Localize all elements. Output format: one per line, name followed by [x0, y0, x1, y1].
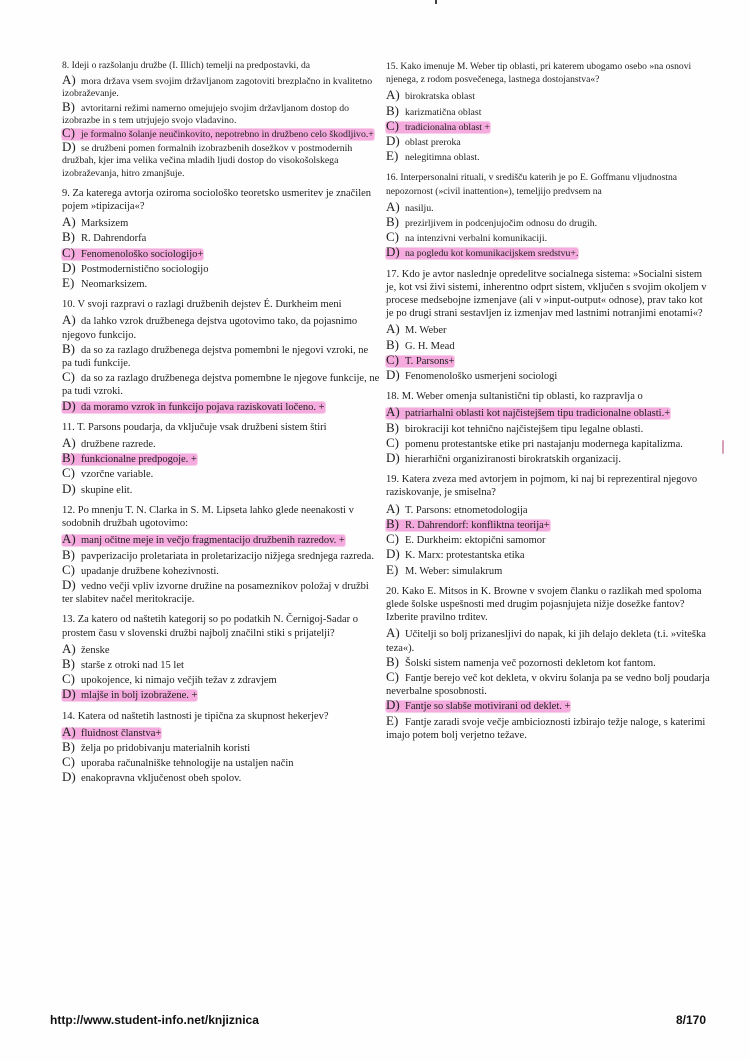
question-q18 — [386, 390, 712, 466]
answer-option — [386, 134, 712, 149]
answer-option — [386, 230, 712, 245]
option-text: družbene razrede. — [81, 439, 156, 451]
option-text: T. Parsons: etnometodologija — [405, 504, 528, 516]
question-q17 — [386, 268, 712, 384]
answer-content — [62, 655, 184, 671]
right-column — [386, 60, 712, 749]
question-q15 — [386, 60, 712, 164]
option-letter: B) — [62, 655, 75, 671]
answer-option — [62, 342, 380, 370]
highlighted-answer — [62, 397, 325, 413]
option-text: pavperizacijo proletariata in proletarizacijo nižjega srednjega razreda. — [81, 550, 374, 562]
answer-option — [386, 200, 712, 215]
question-q10 — [62, 298, 380, 414]
option-text: K. Marx: protestantska etika — [405, 550, 525, 562]
option-text: starše z otroki nad 15 let — [81, 659, 184, 671]
option-letter: B) — [386, 336, 399, 352]
option-letter: A) — [386, 625, 400, 641]
option-text: nelegitimna oblast. — [405, 152, 480, 164]
answer-option — [62, 141, 380, 180]
option-text: Marksizem — [81, 218, 129, 230]
answer-option — [386, 353, 712, 368]
option-text: upokojence, ki nimajo večjih težav z zdravjem — [81, 675, 277, 687]
answer-option — [386, 517, 712, 532]
answer-content — [62, 754, 294, 770]
option-text: tradicionalna oblast + — [405, 121, 490, 133]
option-letter: A) — [62, 72, 76, 88]
option-letter: E) — [386, 712, 399, 728]
page-number: 8/170 — [675, 1013, 706, 1027]
footer-url: http://www.student-info.net/knjiznica — [50, 1013, 259, 1027]
answer-option — [386, 421, 712, 436]
answer-option — [62, 370, 380, 398]
option-letter: B) — [386, 515, 399, 531]
answer-content — [62, 465, 154, 481]
answer-content — [386, 133, 461, 149]
answer-option — [386, 368, 712, 383]
answer-option — [62, 578, 380, 606]
option-letter: B) — [386, 419, 399, 435]
option-letter: D) — [386, 244, 400, 260]
option-letter: B) — [62, 450, 75, 466]
highlighted-answer — [386, 404, 671, 420]
question-q12 — [62, 504, 380, 606]
highlighted-answer — [62, 723, 162, 739]
option-text: birokratska oblast — [405, 91, 475, 103]
answer-content — [386, 500, 528, 516]
option-text: se družbeni pomen formalnih izobrazbenih dosežkov v postmodernih družbah, kjer ima velika večina mladih ljudi dostop do visokošolskega izobraževanja, hitro zmanjšuje. — [62, 143, 353, 179]
option-letter: D) — [62, 480, 76, 496]
answer-option — [62, 532, 380, 547]
option-text: Šolski sistem namenja več pozornosti dekletom kot fantom. — [405, 657, 656, 669]
option-text: je formalno šolanje neučinkovito, nepotrebno in družbeno celo škodljivo.+ — [81, 129, 374, 141]
answer-option — [386, 532, 712, 547]
answer-option — [386, 119, 712, 134]
answer-option — [386, 245, 712, 260]
answer-option — [386, 451, 712, 466]
option-text: vzorčne variable. — [81, 469, 154, 481]
answer-content — [386, 198, 434, 214]
answer-content — [386, 419, 644, 435]
option-letter: B) — [386, 653, 399, 669]
highlighted-answer — [62, 531, 345, 547]
answer-option — [386, 670, 712, 698]
option-text: Fenomenološko sociologijo+ — [81, 248, 204, 260]
option-text: želja po pridobivanju materialnih koristi — [81, 742, 251, 754]
option-letter: B) — [386, 102, 399, 118]
highlighted-answer — [386, 697, 571, 713]
answer-content — [386, 367, 558, 383]
option-letter: A) — [62, 435, 76, 451]
option-text: na intenzivni verbalni komunikaciji. — [405, 233, 548, 245]
option-letter: D) — [386, 546, 400, 562]
answer-content — [62, 139, 353, 179]
answer-content — [386, 546, 525, 562]
answer-content — [386, 531, 546, 547]
option-letter: D) — [62, 259, 76, 275]
answer-option — [62, 313, 380, 341]
answer-content — [62, 259, 209, 275]
answer-option — [62, 657, 380, 672]
answer-content — [62, 214, 129, 230]
answer-option — [62, 230, 380, 245]
option-letter: C) — [386, 351, 399, 367]
option-letter: D) — [62, 397, 76, 413]
answer-option — [386, 104, 712, 119]
option-letter: B) — [62, 98, 75, 114]
option-letter: B) — [62, 340, 75, 356]
option-letter: A) — [62, 531, 76, 547]
option-text: da so za razlago družbenega dejstva pomembni le njegovi vzroki, ne pa tudi funkcije. — [62, 344, 369, 370]
question-text: 10. V svoji razpravi o razlagi družbenih dejstev É. Durkheim meni — [62, 299, 342, 311]
answer-option — [386, 655, 712, 670]
question-text: 14. Katera od naštetih lastnosti je tipična za skupnost hekerjev? — [62, 710, 329, 722]
option-text: T. Parsons+ — [405, 355, 455, 367]
answer-option — [386, 338, 712, 353]
option-letter: B) — [62, 229, 75, 245]
question-q9 — [62, 187, 380, 291]
option-letter: D) — [62, 576, 76, 592]
answer-option — [62, 276, 380, 291]
highlighted-answer — [386, 515, 550, 531]
answer-content — [62, 275, 148, 291]
option-text: Neomarksizem. — [81, 279, 148, 291]
answer-option — [62, 215, 380, 230]
answer-content — [62, 312, 358, 341]
answer-content — [62, 340, 369, 370]
option-letter: B) — [62, 546, 75, 562]
answer-option — [386, 436, 712, 451]
option-text: Fantje so slabše motivirani od deklet. + — [405, 701, 571, 713]
option-text: M. Weber: simulakrum — [405, 565, 503, 577]
answer-option — [62, 466, 380, 481]
scan-mark — [722, 440, 724, 454]
option-text: Fantje zaradi svoje večje ambicioznosti izbirajo težje naloge, s katerimi imajo potem bolj verjetno težave. — [386, 716, 706, 741]
option-text: pomenu protestantske etike pri nastajanju modernega kapitalizma. — [405, 438, 683, 450]
option-text: E. Durkheim: ektopični samomor — [405, 535, 546, 547]
answer-content — [386, 102, 482, 118]
question-q13 — [62, 613, 380, 702]
option-text: M. Weber — [405, 325, 447, 337]
option-letter: A) — [62, 723, 76, 739]
answer-content — [62, 671, 277, 687]
answer-content — [62, 769, 242, 785]
option-letter: A) — [386, 321, 400, 337]
option-text: na pogledu kot komunikacijskem sredstvu+. — [405, 248, 579, 260]
option-text: mlajše in bolj izobražene. + — [81, 690, 198, 702]
option-letter: D) — [386, 133, 400, 149]
option-letter: D) — [62, 769, 76, 785]
option-text: G. H. Mead — [405, 340, 455, 352]
answer-option — [62, 261, 380, 276]
answer-content — [62, 229, 147, 245]
highlighted-answer — [62, 244, 204, 260]
question-text: 19. Katera zveza med avtorjem in pojmom, ki naj bi reprezentiral njegovo raziskovanje, je smiselna? — [386, 474, 698, 499]
option-text: R. Dahrendorfa — [81, 233, 147, 245]
option-text: upadanje družbene kohezivnosti. — [81, 565, 219, 577]
option-letter: C) — [386, 531, 399, 547]
option-letter: C) — [386, 434, 399, 450]
option-text: avtoritarni režimi namerno omejujejo svojim državljanom dostop do izobrazbe in s tem utrjujejo svojo vladavino. — [62, 102, 349, 126]
left-column — [62, 60, 380, 793]
option-text: fluidnost članstva+ — [81, 727, 162, 739]
option-letter: C) — [386, 117, 399, 133]
highlighted-answer — [386, 117, 490, 133]
answer-content — [386, 434, 683, 450]
option-text: da so za razlago družbenega dejstva pomembne le njegove funkcije, ne pa tudi vzroki. — [62, 373, 380, 398]
option-letter: D) — [386, 450, 400, 466]
highlighted-answer — [386, 351, 455, 367]
option-letter: E) — [386, 148, 399, 164]
answer-option — [62, 770, 380, 785]
answer-option — [386, 322, 712, 337]
question-text: 11. T. Parsons poudarja, da vključuje vsak družbeni sistem štiri — [62, 421, 327, 433]
option-letter: C) — [62, 369, 75, 385]
question-text: 15. Kako imenuje M. Weber tip oblasti, pri katerem ubogamo osebo »na osnovi njenega, z rodom posvečenega, lastnega dostojanstva«? — [386, 61, 692, 86]
option-text: Fantje berejo več kot dekleta, v okviru šolanja pa se vedno bolj poudarja neverbalne sposobnosti. — [386, 672, 710, 698]
question-text: 8. Ideji o razšolanju družbe (I. Illich) temelji na predpostavki, da — [62, 60, 311, 71]
answer-option — [62, 740, 380, 755]
option-text: funkcionalne predpogoje. + — [81, 454, 197, 466]
option-text: vedno večji vpliv izvorne družine na posameznikov položaj v družbi ter slabitev načel meritokracije. — [62, 580, 369, 606]
option-text: ženske — [81, 644, 110, 656]
option-text: uporaba računalniške tehnologije na ustaljen način — [81, 758, 294, 770]
option-text: R. Dahrendorf: konfliktna teorija+ — [405, 519, 550, 531]
answer-content — [386, 229, 548, 245]
answer-content — [386, 653, 656, 669]
answer-content — [62, 98, 349, 126]
option-text: enakopravna vključenost obeh spolov. — [81, 773, 242, 785]
answer-content — [386, 625, 706, 654]
answer-option — [62, 98, 380, 127]
option-letter: C) — [386, 668, 399, 684]
answer-content — [386, 712, 706, 741]
option-text: da lahko vzrok družbenega dejstva ugotovimo tako, da pojasnimo njegovo funkcijo. — [62, 316, 358, 341]
answer-content — [386, 214, 598, 230]
option-text: skupine elit. — [81, 484, 133, 496]
option-letter: C) — [62, 244, 75, 260]
question-text: 18. M. Weber omenja sultanistični tip oblasti, ko razpravlja o — [386, 391, 643, 403]
answer-option — [386, 88, 712, 103]
answer-content — [62, 369, 380, 398]
option-letter: A) — [386, 198, 400, 214]
question-q8 — [62, 60, 380, 180]
option-text: hierarhični organiziranosti birokratskih organizacij. — [405, 454, 621, 466]
option-text: Postmodernistično sociologijo — [81, 263, 209, 275]
question-q14 — [62, 710, 380, 786]
answer-option — [62, 687, 380, 702]
option-text: birokraciji kot tehnično najčistejšem tipu legalne oblasti. — [405, 423, 644, 435]
answer-content — [62, 435, 156, 451]
option-letter: A) — [62, 312, 76, 328]
answer-content — [62, 72, 373, 100]
answer-content — [62, 576, 369, 606]
answer-option — [386, 547, 712, 562]
highlighted-answer — [62, 686, 198, 702]
question-text: 12. Po mnenju T. N. Clarka in S. M. Lipseta lahko glede neenakosti v sodobnih družbah ugotovimo: — [62, 504, 354, 530]
answer-option — [62, 548, 380, 563]
option-letter: C) — [62, 561, 75, 577]
question-q19 — [386, 473, 712, 577]
answer-option — [386, 149, 712, 164]
highlighted-answer — [62, 450, 197, 466]
answer-option — [386, 698, 712, 713]
answer-option — [386, 563, 712, 578]
answer-option — [62, 246, 380, 261]
answer-content — [62, 546, 374, 562]
option-text: nasilju. — [405, 202, 434, 214]
answer-option — [62, 672, 380, 687]
scanned-exam-page — [48, 60, 720, 1010]
answer-option — [386, 405, 712, 420]
option-text: manj očitne meje in večjo fragmentacijo družbenih razredov. + — [81, 535, 345, 547]
answer-option — [62, 755, 380, 770]
answer-option — [62, 74, 380, 100]
question-text: 13. Za katero od naštetih kategorij so po podatkih N. Černigoj-Sadar o prostem času v slovenski družbi najbolj značilni stiki s prijatelji? — [62, 614, 358, 639]
answer-option — [386, 714, 712, 742]
question-q16 — [386, 171, 712, 260]
option-text: prezirljivem in podcenjujočim odnosu do drugih. — [405, 218, 598, 230]
answer-option — [62, 725, 380, 740]
option-text: patriarhalni oblasti kot najčistejšem tipu tradicionalne oblasti.+ — [405, 408, 671, 420]
highlighted-answer — [62, 125, 374, 141]
answer-option — [62, 482, 380, 497]
answer-content — [386, 561, 503, 577]
option-letter: E) — [386, 561, 399, 577]
option-letter: A) — [386, 87, 400, 103]
option-text: da moramo vzrok in funkcijo pojava raziskovati ločeno. + — [81, 401, 325, 413]
answer-content — [386, 450, 621, 466]
answer-option — [62, 436, 380, 451]
answer-option — [62, 563, 380, 578]
answer-content — [62, 561, 219, 577]
option-letter: C) — [62, 754, 75, 770]
option-letter: D) — [386, 367, 400, 383]
option-letter: D) — [62, 139, 76, 155]
option-letter: D) — [62, 686, 76, 702]
answer-option — [62, 127, 380, 141]
answer-content — [386, 668, 710, 698]
page-footer — [0, 1013, 750, 1033]
answer-option — [62, 451, 380, 466]
answer-content — [386, 87, 475, 103]
answer-content — [386, 321, 447, 337]
answer-content — [386, 336, 455, 352]
option-letter: D) — [386, 697, 400, 713]
option-letter: A) — [386, 500, 400, 516]
option-letter: C) — [62, 125, 75, 141]
answer-content — [62, 480, 133, 496]
option-text: Učitelji so bolj prizanesljivi do napak, ki jih delajo dekleta (t.i. »viteška teza«). — [386, 629, 706, 654]
question-q20 — [386, 585, 712, 742]
answer-option — [386, 215, 712, 230]
option-letter: C) — [62, 465, 75, 481]
answer-content — [386, 148, 480, 164]
question-q11 — [62, 421, 380, 497]
highlighted-answer — [386, 244, 579, 260]
answer-option — [62, 642, 380, 657]
answer-option — [386, 502, 712, 517]
option-letter: C) — [62, 671, 75, 687]
question-text: 9. Za katerega avtorja oziroma sociološko teoretsko usmeritev je značilen pojem »tipizacija«? — [62, 187, 372, 213]
answer-content — [62, 738, 251, 754]
option-letter: A) — [62, 640, 76, 656]
answer-option — [62, 399, 380, 414]
answer-option — [386, 626, 712, 654]
option-letter: A) — [62, 214, 76, 230]
scan-mark — [435, 0, 437, 4]
question-text: 20. Kako E. Mitsos in K. Browne v svojem članku o razlikah med spoloma glede šolske uspešnosti med drugim pojasnjujeta nižje dosežke fantov? Izberite pravilno trditev. — [386, 585, 702, 624]
option-letter: A) — [386, 404, 400, 420]
option-text: oblast preroka — [405, 137, 461, 149]
answer-content — [62, 640, 110, 656]
option-text: karizmatična oblast — [405, 106, 482, 118]
question-text: 16. Interpersonalni rituali, v središču katerih je po E. Goffmanu vljudnostna nepozornost (»civil inattention«), temeljijo predvsem na — [386, 172, 678, 197]
option-letter: E) — [62, 275, 75, 291]
option-letter: C) — [386, 229, 399, 245]
question-text: 17. Kdo je avtor naslednje opredelitve socialnega sistema: »Socialni sistem je, kot vsi živi sistemi, inherentno odprt sistem, vključen s svojim okoljem v procese medsebojne izmenjave (ali v »input-output« odnose), prav tako kot je po drugi strani sestavljen iz izmenjav med lastnimi notranjimi enotami«? — [386, 268, 707, 320]
option-letter: B) — [386, 214, 399, 230]
option-letter: B) — [62, 738, 75, 754]
option-text: Fenomenološko usmerjeni sociologi — [405, 371, 558, 383]
option-text: mora država vsem svojim državljanom zagotoviti brezplačno in kvalitetno izobraževanje. — [62, 76, 373, 100]
